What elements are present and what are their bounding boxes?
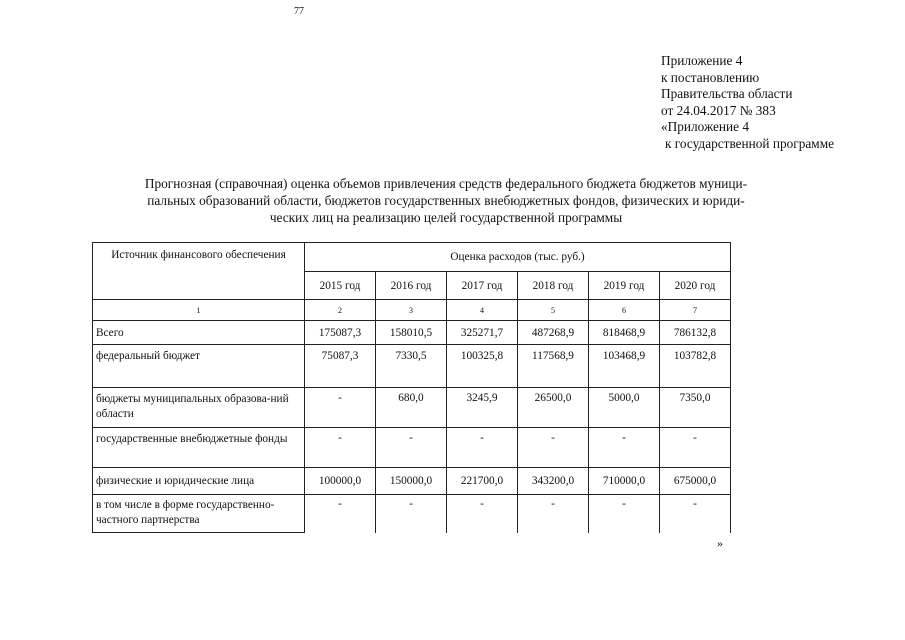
year-header: 2016 год — [376, 272, 447, 300]
closing-quote: » — [717, 536, 723, 550]
appendix-line: к государственной программе — [665, 135, 835, 151]
source-header: Источник финансового обеспечения — [93, 243, 305, 300]
year-header: 2017 год — [447, 272, 518, 300]
appendix-line: Правительства области — [661, 86, 793, 101]
cell-value: - — [518, 495, 589, 533]
appendix-heading — [661, 53, 834, 152]
cell-value: - — [305, 428, 376, 468]
row-source: государственные внебюджетные фонды — [93, 428, 305, 468]
year-header: 2018 год — [518, 272, 589, 300]
cell-value: - — [660, 428, 731, 468]
cell-value: - — [447, 495, 518, 533]
page-number: 77 — [294, 6, 304, 17]
estimate-header: Оценка расходов (тыс. руб.) — [305, 243, 731, 272]
cell-value: 818468,9 — [589, 321, 660, 345]
column-number: 2 — [305, 300, 376, 321]
cell-value: 26500,0 — [518, 388, 589, 428]
column-number: 7 — [660, 300, 731, 321]
cell-value: - — [589, 428, 660, 468]
cell-value: - — [305, 388, 376, 428]
appendix-line: Приложение 4 — [661, 53, 743, 68]
row-source: в том числе в форме государственно-частного партнерства — [93, 495, 305, 533]
cell-value: - — [589, 495, 660, 533]
appendix-line: от 24.04.2017 № 383 — [661, 102, 776, 118]
column-number: 5 — [518, 300, 589, 321]
table-row — [93, 388, 731, 428]
table-row — [93, 428, 731, 468]
title-line: Прогнозная (справочная) оценка объемов привлечения средств федерального бюджета бюджетов муници- — [144, 176, 748, 191]
year-header: 2015 год — [305, 272, 376, 300]
column-number: 3 — [376, 300, 447, 321]
cell-value: 100000,0 — [305, 468, 376, 495]
cell-value: 487268,9 — [518, 321, 589, 345]
table-row — [93, 495, 731, 533]
cell-value: 786132,8 — [660, 321, 731, 345]
cell-value: 343200,0 — [518, 468, 589, 495]
row-source: Всего — [93, 321, 305, 345]
column-number: 4 — [447, 300, 518, 321]
cell-value: - — [376, 495, 447, 533]
cell-value: - — [376, 428, 447, 468]
funding-table — [92, 242, 731, 533]
cell-value: 3245,9 — [447, 388, 518, 428]
cell-value: 325271,7 — [447, 321, 518, 345]
cell-value: - — [447, 428, 518, 468]
title-line: ческих лиц на реализацию целей государственной программы — [269, 210, 623, 225]
cell-value: - — [660, 495, 731, 533]
cell-value: 150000,0 — [376, 468, 447, 495]
year-header: 2019 год — [589, 272, 660, 300]
row-source: федеральный бюджет — [93, 345, 305, 388]
cell-value: 103782,8 — [660, 345, 731, 388]
cell-value: 7330,5 — [376, 345, 447, 388]
row-source: бюджеты муниципальных образова-ний области — [93, 388, 305, 428]
row-source: физические и юридические лица — [93, 468, 305, 495]
cell-value: 710000,0 — [589, 468, 660, 495]
cell-value: 5000,0 — [589, 388, 660, 428]
cell-value: 680,0 — [376, 388, 447, 428]
year-header: 2020 год — [660, 272, 731, 300]
cell-value: 158010,5 — [376, 321, 447, 345]
appendix-line: к постановлению — [661, 69, 760, 85]
cell-value: 75087,3 — [305, 345, 376, 388]
cell-value: 221700,0 — [447, 468, 518, 495]
column-number: 6 — [589, 300, 660, 321]
cell-value: 117568,9 — [518, 345, 589, 388]
cell-value: 103468,9 — [589, 345, 660, 388]
table-row — [93, 321, 731, 345]
appendix-line: «Приложение 4 — [661, 119, 749, 134]
column-number-row — [93, 300, 731, 321]
cell-value: - — [305, 495, 376, 533]
cell-value: - — [518, 428, 589, 468]
title-line: пальных образований области, бюджетов государственных внебюджетных фондов, физических и юриди- — [147, 193, 745, 208]
cell-value: 175087,3 — [305, 321, 376, 345]
cell-value: 100325,8 — [447, 345, 518, 388]
table-row — [93, 468, 731, 495]
document-title — [92, 175, 800, 226]
column-number: 1 — [93, 300, 305, 321]
header-row — [93, 243, 731, 272]
cell-value: 675000,0 — [660, 468, 731, 495]
table-row — [93, 345, 731, 388]
cell-value: 7350,0 — [660, 388, 731, 428]
